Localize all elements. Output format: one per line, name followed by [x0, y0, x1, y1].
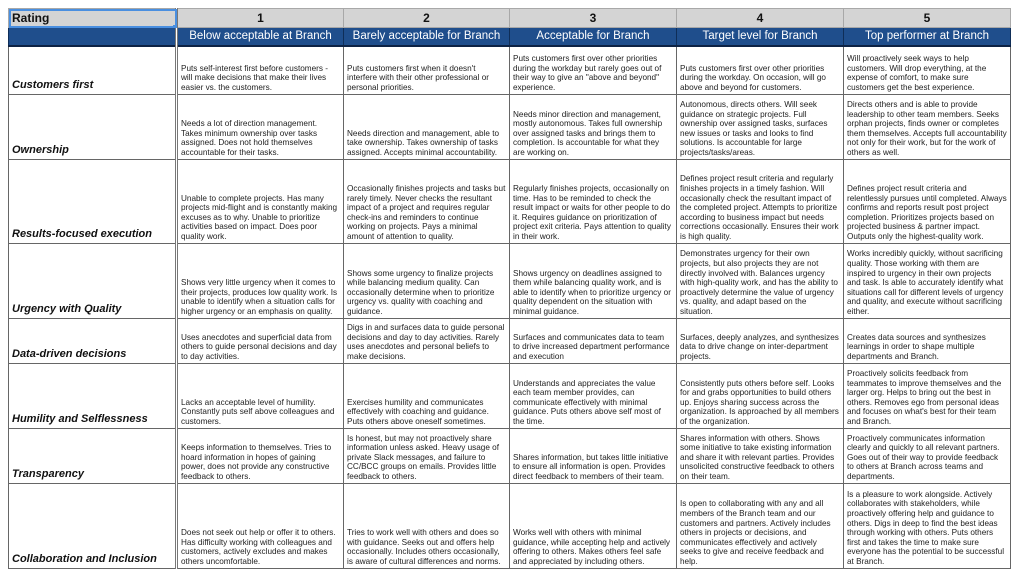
level-description-cell[interactable]: Puts customers first when it doesn't interfere with their other professional or personal priorities. [344, 46, 510, 94]
level-description-cell[interactable]: Defines project result criteria and relentlessly pursues until completed. Always confirms and reports result post project completion. Prioritizes projects based on projected business & partner impact. Outputs only the highest-quality work. [844, 159, 1011, 243]
level-description-cell[interactable]: Shows very little urgency when it comes to their projects, produces low quality work. Is unable to identify when a situation calls for higher urgency or an emphasis on quality. [177, 243, 344, 318]
level-description-cell[interactable]: Works incredibly quickly, without sacrificing quality. Those working with them are inspired to urgency in their own projects and task. Is able to accurately identify what situations call for different levels of urgency and quality, and execute without sacrificing either. [844, 243, 1011, 318]
level-description-cell[interactable]: Occasionally finishes projects and tasks but rarely timely. Never checks the resultant impact of a project and requires regular check-ins and reminders to continue working on projects. Pays a minimal amount of attention to quality. [344, 159, 510, 243]
competency-row [9, 46, 1011, 94]
level-description-cell[interactable]: Shares information, but takes little initiative to ensure all information is open. Provides direct feedback to members of their team. [510, 428, 677, 483]
selection-fill-handle[interactable] [173, 25, 177, 28]
level-number-cell[interactable]: 5 [844, 9, 1011, 28]
rubric-spreadsheet [8, 8, 1011, 569]
competency-row [9, 363, 1011, 428]
level-description-cell[interactable]: Proactively communicates information clearly and quickly to all relevant partners. Goes out of their way to provide feedback to others at Branch across teams and departments. [844, 428, 1011, 483]
competency-name-cell[interactable]: Results-focused execution [9, 159, 177, 243]
competency-row [9, 428, 1011, 483]
level-description-cell[interactable]: Autonomous, directs others. Will seek guidance on strategic projects. Full ownership over assigned tasks, surfaces new issues or tasks and looks to find solutions. Is accountable for large projects/tasks/areas. [677, 94, 844, 159]
level-description-cell[interactable]: Is honest, but may not proactively share information unless asked. Heavy usage of private Slack messages, and failure to CC/BCC groups on emails. Provides little feedback to others. [344, 428, 510, 483]
competency-row [9, 159, 1011, 243]
level-description-cell[interactable]: Digs in and surfaces data to guide personal decisions and day to day activities. Rarely uses anecdotes and personal beliefs to make decisions. [344, 318, 510, 363]
level-description-cell[interactable]: Shares information with others. Shows some initiative to take existing information and share it with relevant parties. Provides unsolicited constructive feedback to others on their team. [677, 428, 844, 483]
level-description-cell[interactable]: Proactively solicits feedback from teammates to improve themselves and the larger org. Helps to bring out the best in others. Removes ego from personal ideas and focuses on what's best for their team and Branch. [844, 363, 1011, 428]
level-number-cell[interactable]: 4 [677, 9, 844, 28]
level-description-cell[interactable]: Works well with others with minimal guidance, while accepting help and actively offering to others. Makes others feel safe and appreciated by including others. [510, 483, 677, 568]
blank-label-cell[interactable] [9, 28, 177, 47]
level-number-cell[interactable]: 3 [510, 9, 677, 28]
level-description-cell[interactable]: Lacks an acceptable level of humility. Constantly puts self above colleagues and customers. [177, 363, 344, 428]
level-description-cell[interactable]: Needs a lot of direction management. Takes minimum ownership over tasks assigned. Does not hold themselves accountable for their tasks. [177, 94, 344, 159]
level-description-cell[interactable]: Exercises humility and communicates effectively with coaching and guidance. Puts others above oneself sometimes. [344, 363, 510, 428]
level-label-cell[interactable]: Top performer at Branch [844, 28, 1011, 47]
level-description-cell[interactable]: Understands and appreciates the value each team member provides, can communicate effectively with minimal guidance. Puts others above self most of the time. [510, 363, 677, 428]
level-description-cell[interactable]: Is a pleasure to work alongside. Actively collaborates with stakeholders, while proactively offering help and guidance to others. Digs in deep to find the best ideas through working with others. Puts others first and takes the time to make sure everyone has the potential to be successful at Branch. [844, 483, 1011, 568]
level-description-cell[interactable]: Puts customers first over other priorities during the workday but rarely goes out of their way to give an "above and beyond" experience. [510, 46, 677, 94]
competency-row [9, 318, 1011, 363]
level-description-cell[interactable]: Is open to collaborating with any and all members of the Branch team and our customers and partners. Actively includes others in projects or decisions, and communicates effectively and actively seeks to give and receive feedback and help. [677, 483, 844, 568]
rating-label: Rating [12, 10, 50, 25]
competency-name-cell[interactable]: Customers first [9, 46, 177, 94]
level-description-cell[interactable]: Consistently puts others before self. Looks for and grabs opportunities to build others up. Enjoys sharing success across the organization. Is approached by all members of the organization. [677, 363, 844, 428]
level-description-cell[interactable]: Demonstrates urgency for their own projects, but also projects they are not directly involved with. Balances urgency with high-quality work, and has the ability to proactively determine the value of urgency vs. quality, and adapt based on the situation. [677, 243, 844, 318]
level-description-cell[interactable]: Does not seek out help or offer it to others. Has difficulty working with colleagues and customers, actively excludes and makes others uncomfortable. [177, 483, 344, 568]
rubric-table [8, 8, 1011, 569]
level-description-cell[interactable]: Creates data sources and synthesizes learnings in order to shape multiple departments and Branch. [844, 318, 1011, 363]
competency-row [9, 483, 1011, 568]
level-description-cell[interactable]: Surfaces and communicates data to team to drive increased department performance and execution [510, 318, 677, 363]
level-label-row [9, 28, 1011, 47]
level-description-cell[interactable]: Needs minor direction and management, mostly autonomous. Takes full ownership over assigned tasks and brings them to completion. Is accountable for what they are working on. [510, 94, 677, 159]
level-number-cell[interactable]: 2 [344, 9, 510, 28]
competency-row [9, 94, 1011, 159]
level-description-cell[interactable]: Shows urgency on deadlines assigned to them while balancing quality work, and is able to identify when to prioritize urgency or quality dependent on the situation with minimal guidance. [510, 243, 677, 318]
rating-header-cell[interactable] [9, 9, 177, 28]
level-label-cell[interactable]: Below acceptable at Branch [177, 28, 344, 47]
competency-name-cell[interactable]: Collaboration and Inclusion [9, 483, 177, 568]
level-description-cell[interactable]: Will proactively seek ways to help customers. Will drop everything, at the expense of comfort, to make sure customers get the best experience. [844, 46, 1011, 94]
competency-name-cell[interactable]: Transparency [9, 428, 177, 483]
level-description-cell[interactable]: Uses anecdotes and superficial data from others to guide personal decisions and day to day activities. [177, 318, 344, 363]
level-description-cell[interactable]: Puts customers first over other priorities during the workday. On occasion, will go above and beyond for customers. [677, 46, 844, 94]
level-description-cell[interactable]: Regularly finishes projects, occasionally on time. Has to be reminded to check the result impact or waits for other people to do it. Requires guidance on prioritization of project exit criteria. Pays attention to quality in their work. [510, 159, 677, 243]
competency-name-cell[interactable]: Data-driven decisions [9, 318, 177, 363]
competency-name-cell[interactable]: Urgency with Quality [9, 243, 177, 318]
level-description-cell[interactable]: Defines project result criteria and regularly finishes projects in a timely fashion. Will occasionally check the resultant impact of the completed project. Attempts to prioritize according to business impact but needs corrections occasionally. Ensures their work is high quality. [677, 159, 844, 243]
level-description-cell[interactable]: Shows some urgency to finalize projects while balancing medium quality. Can occasionally determine when to prioritize urgency vs. quality with coaching and guidance. [344, 243, 510, 318]
level-label-cell[interactable]: Target level for Branch [677, 28, 844, 47]
level-number-cell[interactable]: 1 [177, 9, 344, 28]
level-description-cell[interactable]: Keeps information to themselves. Tries to hoard information in hopes of gaining power, does not provide any constructive feedback to others. [177, 428, 344, 483]
level-description-cell[interactable]: Unable to complete projects. Has many projects mid-flight and is constantly making excuses as to why. Unable to prioritize activities based on impact. Does poor quality work. [177, 159, 344, 243]
competency-row [9, 243, 1011, 318]
level-label-cell[interactable]: Acceptable for Branch [510, 28, 677, 47]
competency-name-cell[interactable]: Humility and Selflessness [9, 363, 177, 428]
level-description-cell[interactable]: Surfaces, deeply analyzes, and synthesizes data to drive change on inter-department projects. [677, 318, 844, 363]
level-description-cell[interactable]: Directs others and is able to provide leadership to other team members. Seeks orphan projects, finds owner or completes them themselves. Accepts full accountability not only for their work, but for the work of others as well. [844, 94, 1011, 159]
competency-name-cell[interactable]: Ownership [9, 94, 177, 159]
level-label-cell[interactable]: Barely acceptable for Branch [344, 28, 510, 47]
level-description-cell[interactable]: Needs direction and management, able to take ownership. Takes ownership of tasks assigned. Accepts minimal accountability. [344, 94, 510, 159]
level-description-cell[interactable]: Tries to work well with others and does so with guidance. Seeks out and offers help occasionally. Includes others occasionally, is aware of cultural differences and norms. [344, 483, 510, 568]
level-description-cell[interactable]: Puts self-interest first before customers - will make decisions that make their lives easier vs. the customers. [177, 46, 344, 94]
rating-header-row [9, 9, 1011, 28]
